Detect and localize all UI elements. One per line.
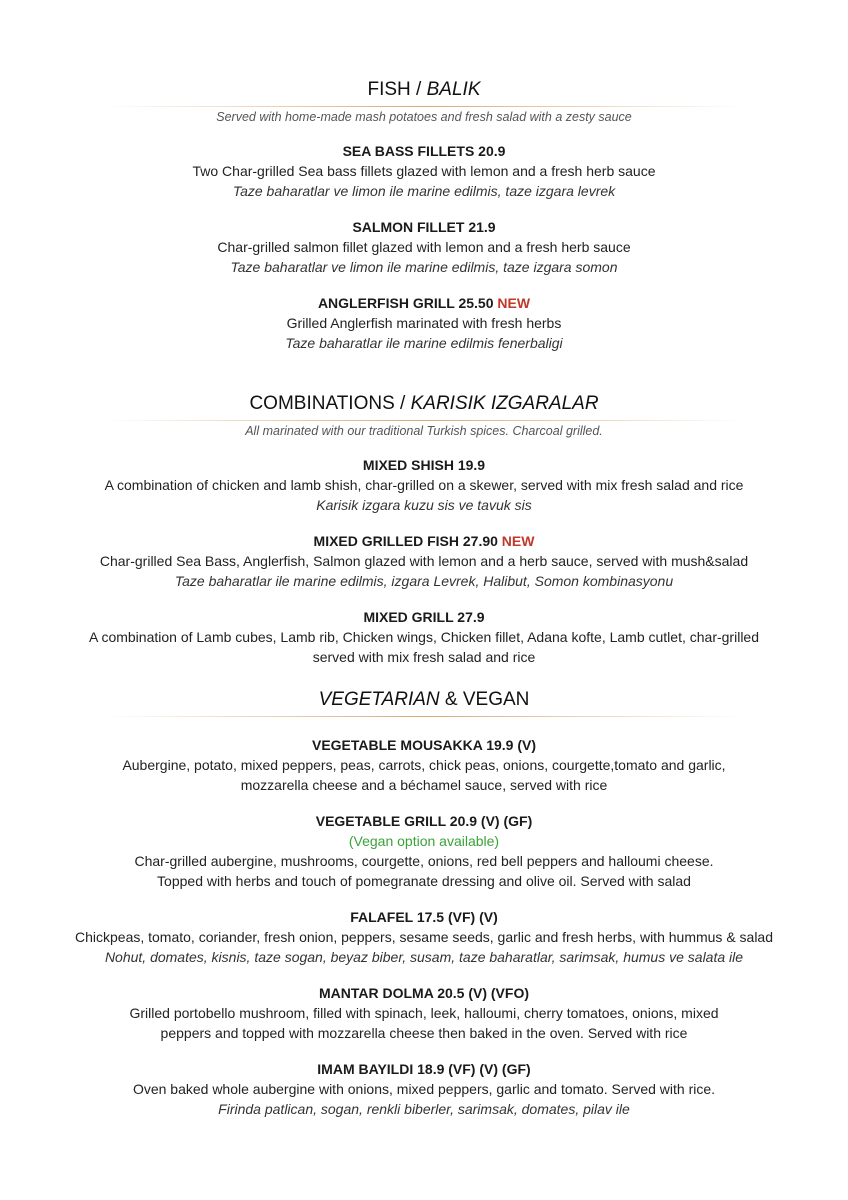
item-name: ANGLERFISH GRILL 25.50 NEW — [317, 295, 531, 311]
item-name: MIXED SHISH 19.9 — [362, 457, 486, 473]
item-translation: Nohut, domates, kisnis, taze sogan, beyaz biber, susam, taze baharatlar, sarimsak, humus ve salata ile — [104, 949, 744, 965]
fish-section — [0, 78, 848, 369]
item-name: VEGETABLE GRILL 20.9 (V) (GF) — [315, 813, 533, 829]
section-divider — [104, 716, 744, 717]
section-note: All marinated with our traditional Turkish spices. Charcoal grilled. — [245, 424, 603, 438]
section-title-fish: FISH / BALIK — [367, 79, 481, 100]
item-description: Chickpeas, tomato, coriander, fresh onion, peppers, sesame seeds, garlic and fresh herbs, with hummus & salad — [74, 929, 774, 945]
menu-item — [0, 141, 848, 201]
item-description: Grilled portobello mushroom, filled with spinach, leek, halloumi, cherry tomatoes, onions, mixed — [129, 1005, 719, 1021]
new-badge: NEW — [501, 533, 535, 549]
item-name: SEA BASS FILLETS 20.9 — [342, 143, 506, 159]
item-name: MANTAR DOLMA 20.5 (V) (VFO) — [319, 985, 529, 1001]
menu-item — [0, 1059, 848, 1119]
item-translation: Taze baharatlar ile marine edilmis, izgara Levrek, Halibut, Somon kombinasyonu — [174, 573, 674, 589]
section-title-combinations: COMBINATIONS / KARISIK IZGARALAR — [249, 393, 599, 414]
item-description: A combination of Lamb cubes, Lamb rib, Chicken wings, Chicken fillet, Adana kofte, Lamb cutlet, char-grilled — [88, 629, 759, 645]
item-name: SALMON FILLET 21.9 — [352, 219, 496, 235]
item-translation: Taze baharatlar ve limon ile marine edilmis, taze izgara levrek — [232, 183, 616, 199]
item-name: IMAM BAYILDI 18.9 (VF) (V) (GF) — [317, 1061, 531, 1077]
item-description: Char-grilled aubergine, mushrooms, courgette, onions, red bell peppers and halloumi cheese. — [134, 853, 714, 869]
item-description: Oven baked whole aubergine with onions, mixed peppers, garlic and tomato. Served with rice. — [132, 1081, 716, 1097]
item-description: Char-grilled Sea Bass, Anglerfish, Salmon glazed with lemon and a herb sauce, served with mush&salad — [99, 553, 749, 569]
section-divider — [104, 420, 744, 421]
section-title-vegetarian: VEGETARIAN & VEGAN — [318, 689, 530, 710]
item-description-line2: Topped with herbs and touch of pomegranate dressing and olive oil. Served with salad — [157, 873, 691, 889]
section-divider — [104, 106, 744, 107]
item-translation: Taze baharatlar ile marine edilmis fenerbaligi — [285, 335, 563, 351]
menu-item — [0, 293, 848, 353]
item-description: Aubergine, potato, mixed peppers, peas, carrots, chick peas, onions, courgette,tomato and garlic, — [122, 757, 726, 773]
item-name: FALAFEL 17.5 (VF) (V) — [350, 909, 498, 925]
menu-item — [0, 811, 848, 891]
item-description-line2: mozzarella cheese and a béchamel sauce, served with rice — [240, 777, 608, 793]
item-description: Two Char-grilled Sea bass fillets glazed with lemon and a fresh herb sauce — [192, 163, 656, 179]
item-description: A combination of chicken and lamb shish, char-grilled on a skewer, served with mix fresh salad and rice — [104, 477, 744, 493]
menu-item — [0, 607, 848, 667]
new-badge: NEW — [497, 295, 531, 311]
item-description-line2: peppers and topped with mozzarella cheese then baked in the oven. Served with rice — [160, 1025, 688, 1041]
item-description: Grilled Anglerfish marinated with fresh herbs — [286, 315, 562, 331]
item-description-line2: served with mix fresh salad and rice — [312, 649, 536, 665]
item-description: Char-grilled salmon fillet glazed with lemon and a fresh herb sauce — [217, 239, 631, 255]
menu-item — [0, 217, 848, 277]
item-name: MIXED GRILLED FISH 27.90 NEW — [313, 533, 535, 549]
item-name: MIXED GRILL 27.9 — [363, 609, 485, 625]
vegetarian-section — [0, 688, 848, 1135]
menu-item — [0, 907, 848, 967]
item-translation: Taze baharatlar ve limon ile marine edilmis, taze izgara somon — [230, 259, 618, 275]
menu-item — [0, 983, 848, 1043]
section-note: Served with home-made mash potatoes and fresh salad with a zesty sauce — [216, 110, 632, 124]
combinations-section — [0, 392, 848, 683]
menu-item — [0, 455, 848, 515]
item-translation: Karisik izgara kuzu sis ve tavuk sis — [316, 497, 532, 513]
item-translation: Firinda patlican, sogan, renkli biberler, sarimsak, domates, pilav ile — [218, 1101, 630, 1117]
menu-item — [0, 735, 848, 795]
vegan-option-note: (Vegan option available) — [348, 833, 500, 849]
menu-item — [0, 531, 848, 591]
item-name: VEGETABLE MOUSAKKA 19.9 (V) — [311, 737, 537, 753]
